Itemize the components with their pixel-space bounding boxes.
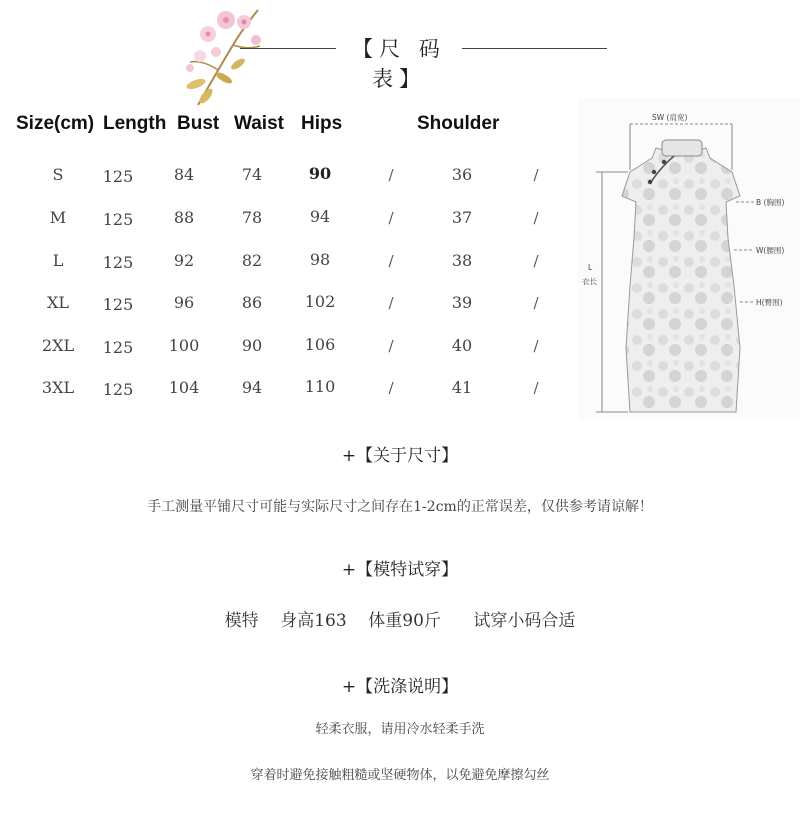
cell-hips: 98 <box>309 250 331 269</box>
cell-separator: / <box>533 209 539 227</box>
cell-separator: / <box>533 337 539 355</box>
dress-measurement-diagram <box>578 98 800 420</box>
cell-separator: / <box>533 166 539 184</box>
header-line-right <box>462 48 607 49</box>
col-header-size: Size(cm) <box>16 113 95 134</box>
cell-hips: 90 <box>308 164 332 183</box>
cell-separator: / <box>388 166 394 184</box>
cell-size: XL <box>46 293 69 312</box>
cell-waist: 74 <box>241 165 263 184</box>
section-title-model-fitting: +【模特试穿】 <box>341 560 459 580</box>
cell-bust: 100 <box>168 336 200 355</box>
dress-silhouette <box>622 148 740 412</box>
cell-length: 125 <box>102 253 134 272</box>
cell-separator: / <box>388 294 394 312</box>
page-title: 【尺 码 表】 <box>352 37 446 91</box>
section-title-about-size: +【关于尺寸】 <box>341 446 459 466</box>
section-text-about-size: 手工测量平铺尺寸可能与实际尺寸之间存在1-2cm的正常误差，仅供参考请谅解！ <box>147 499 653 515</box>
col-header-length: Length <box>103 113 167 134</box>
cell-length: 125 <box>102 295 134 314</box>
cell-hips: 106 <box>304 335 336 354</box>
cell-bust: 104 <box>168 378 200 397</box>
section-text-model-fitting: 模特 身高163 体重90斤 试穿小码合适 <box>224 611 576 631</box>
label-h: H(臀围) <box>756 298 783 307</box>
flower-branch-decoration <box>178 0 268 108</box>
section-text-washing-2: 穿着时避免接触粗糙或坚硬物体，以免避免摩擦勾丝 <box>250 768 550 783</box>
label-l: L <box>588 263 593 272</box>
cell-hips: 94 <box>309 207 331 226</box>
cell-hips: 102 <box>304 292 336 311</box>
label-b: B (胸围) <box>756 198 785 207</box>
label-w: W(腰围) <box>756 246 785 255</box>
cell-size: S <box>52 165 64 184</box>
label-l-cn: 衣长 <box>582 277 597 286</box>
cell-waist: 82 <box>241 251 263 270</box>
cell-separator: / <box>533 252 539 270</box>
cell-waist: 90 <box>241 336 263 355</box>
cell-shoulder: 41 <box>451 378 473 397</box>
section-title-washing: +【洗涤说明】 <box>341 677 459 697</box>
cell-bust: 88 <box>173 208 195 227</box>
col-header-waist: Waist <box>234 113 284 134</box>
cell-shoulder: 36 <box>451 165 473 184</box>
cell-waist: 94 <box>241 378 263 397</box>
cell-size: 2XL <box>41 336 75 355</box>
cell-length: 125 <box>102 210 134 229</box>
cell-shoulder: 40 <box>451 336 473 355</box>
cell-size: 3XL <box>41 378 75 397</box>
cell-size: L <box>52 251 64 270</box>
col-header-hips: Hips <box>301 113 343 134</box>
cell-length: 125 <box>102 338 134 357</box>
cell-separator: / <box>388 252 394 270</box>
cell-shoulder: 38 <box>451 251 473 270</box>
cell-hips: 110 <box>304 377 336 396</box>
col-header-shoulder: Shoulder <box>417 113 500 134</box>
cell-shoulder: 39 <box>451 293 473 312</box>
cell-length: 125 <box>102 380 134 399</box>
cell-separator: / <box>533 379 539 397</box>
cell-size: M <box>49 208 67 227</box>
cell-waist: 86 <box>241 293 263 312</box>
cell-separator: / <box>388 337 394 355</box>
header-line-left <box>240 48 336 49</box>
col-header-bust: Bust <box>177 113 220 134</box>
cell-separator: / <box>388 209 394 227</box>
cell-bust: 92 <box>173 251 195 270</box>
cell-shoulder: 37 <box>451 208 473 227</box>
section-text-washing-1: 轻柔衣服，请用冷水轻柔手洗 <box>315 722 485 737</box>
label-sw: SW (肩宽) <box>652 113 688 122</box>
cell-waist: 78 <box>241 208 263 227</box>
cell-separator: / <box>533 294 539 312</box>
cell-bust: 84 <box>173 165 195 184</box>
cell-bust: 96 <box>173 293 195 312</box>
cell-separator: / <box>388 379 394 397</box>
cell-length: 125 <box>102 167 134 186</box>
